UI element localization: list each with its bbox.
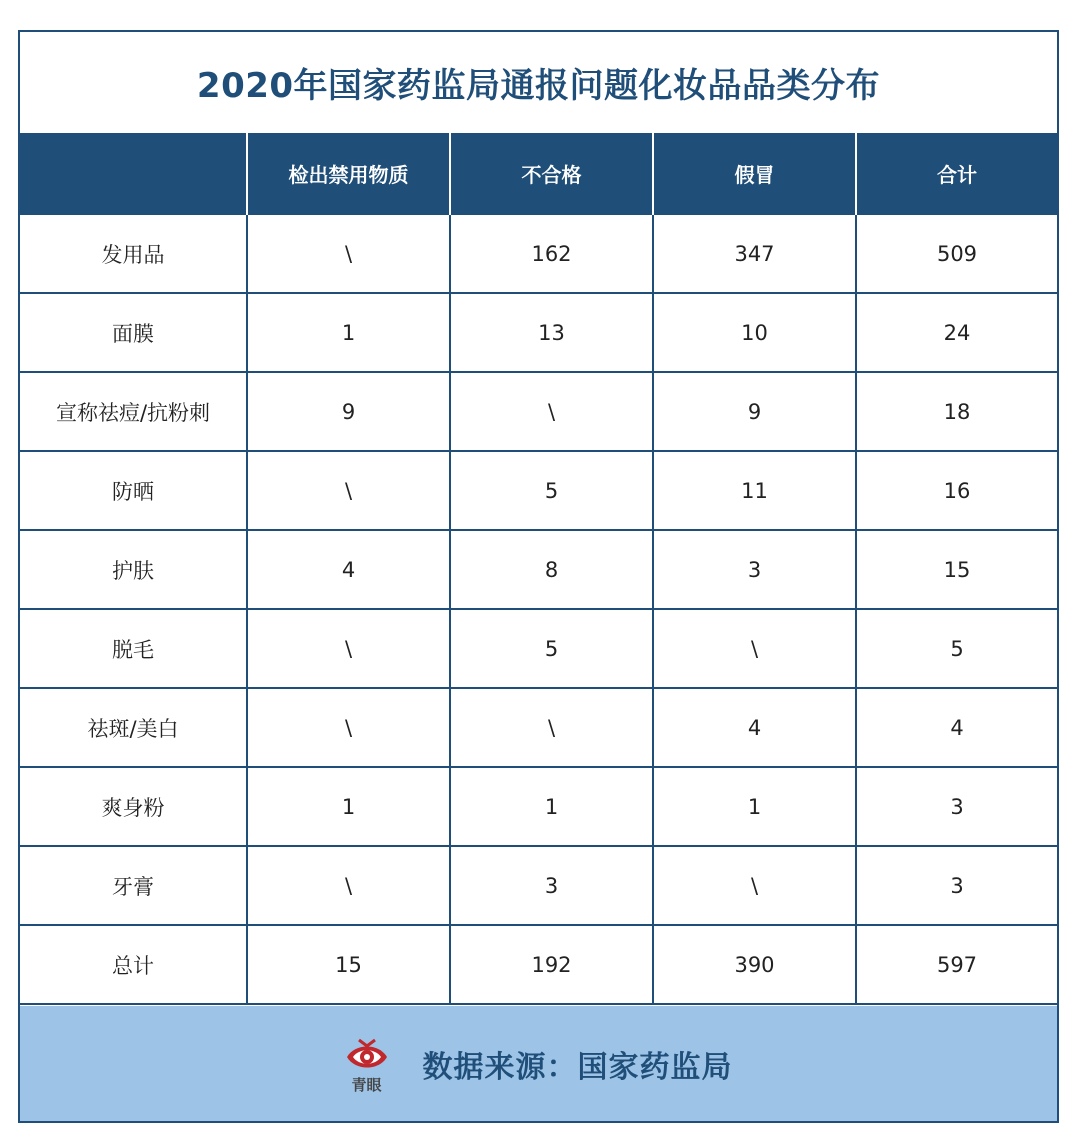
header-cell-total: 合计 [856,133,1057,214]
value-cell: 4 [856,688,1057,767]
logo-text: 青眼 [351,1076,382,1094]
value-cell: 1 [247,767,450,846]
value-cell: 10 [653,293,856,372]
value-cell: \ [247,214,450,293]
table-row [20,214,1057,293]
header-cell-category [20,133,247,214]
value-cell: 3 [856,846,1057,925]
row-label-cell: 面膜 [20,293,247,372]
table-row [20,767,1057,846]
value-cell: 5 [856,609,1057,688]
row-label-cell: 脱毛 [20,609,247,688]
value-cell: 11 [653,451,856,530]
value-cell: 1 [450,767,653,846]
row-label-cell: 护肤 [20,530,247,609]
value-cell: 4 [653,688,856,767]
value-cell: 509 [856,214,1057,293]
value-cell: \ [247,846,450,925]
value-cell: 3 [450,846,653,925]
value-cell: 347 [653,214,856,293]
value-cell: 15 [247,925,450,1004]
value-cell: 390 [653,925,856,1004]
table-row [20,609,1057,688]
value-cell: 16 [856,451,1057,530]
table-row [20,688,1057,767]
value-cell: \ [653,846,856,925]
value-cell: 1 [247,293,450,372]
table-row [20,372,1057,451]
table-header-row [20,133,1057,214]
table-row [20,925,1057,1004]
header-cell-counterfeit: 假冒 [653,133,856,214]
value-cell: 192 [450,925,653,1004]
page-title: 2020年国家药监局通报问题化妆品品类分布 [196,66,881,106]
table-body [20,214,1057,1004]
table-row [20,846,1057,925]
row-label-cell: 祛斑/美白 [20,688,247,767]
table-row [20,293,1057,372]
value-cell: \ [247,451,450,530]
value-cell: 5 [450,609,653,688]
value-cell: 3 [856,767,1057,846]
value-cell: 1 [653,767,856,846]
value-cell: 13 [450,293,653,372]
header-cell-banned-substance: 检出禁用物质 [247,133,450,214]
row-label-cell: 牙膏 [20,846,247,925]
value-cell: \ [450,372,653,451]
value-cell: 4 [247,530,450,609]
value-cell: 162 [450,214,653,293]
value-cell: 9 [247,372,450,451]
value-cell: \ [653,609,856,688]
row-label-cell: 爽身粉 [20,767,247,846]
category-table [20,133,1057,1005]
data-source-label: 数据来源：国家药监局 [422,1049,733,1085]
eye-logo-icon [345,1038,389,1076]
value-cell: 24 [856,293,1057,372]
value-cell: 5 [450,451,653,530]
row-label-cell: 宣称祛痘/抗粉刺 [20,372,247,451]
table-row [20,451,1057,530]
footer-source-bar [20,1006,1057,1121]
value-cell: \ [247,609,450,688]
value-cell: 9 [653,372,856,451]
value-cell: \ [450,688,653,767]
value-cell: 18 [856,372,1057,451]
infographic-frame [18,30,1059,1123]
value-cell: 3 [653,530,856,609]
brand-logo [345,1038,389,1093]
row-label-cell: 防晒 [20,451,247,530]
row-label-cell: 总计 [20,925,247,1004]
row-label-cell: 发用品 [20,214,247,293]
header-cell-unqualified: 不合格 [450,133,653,214]
value-cell: 15 [856,530,1057,609]
value-cell: \ [247,688,450,767]
value-cell: 8 [450,530,653,609]
table-row [20,530,1057,609]
value-cell: 597 [856,925,1057,1004]
